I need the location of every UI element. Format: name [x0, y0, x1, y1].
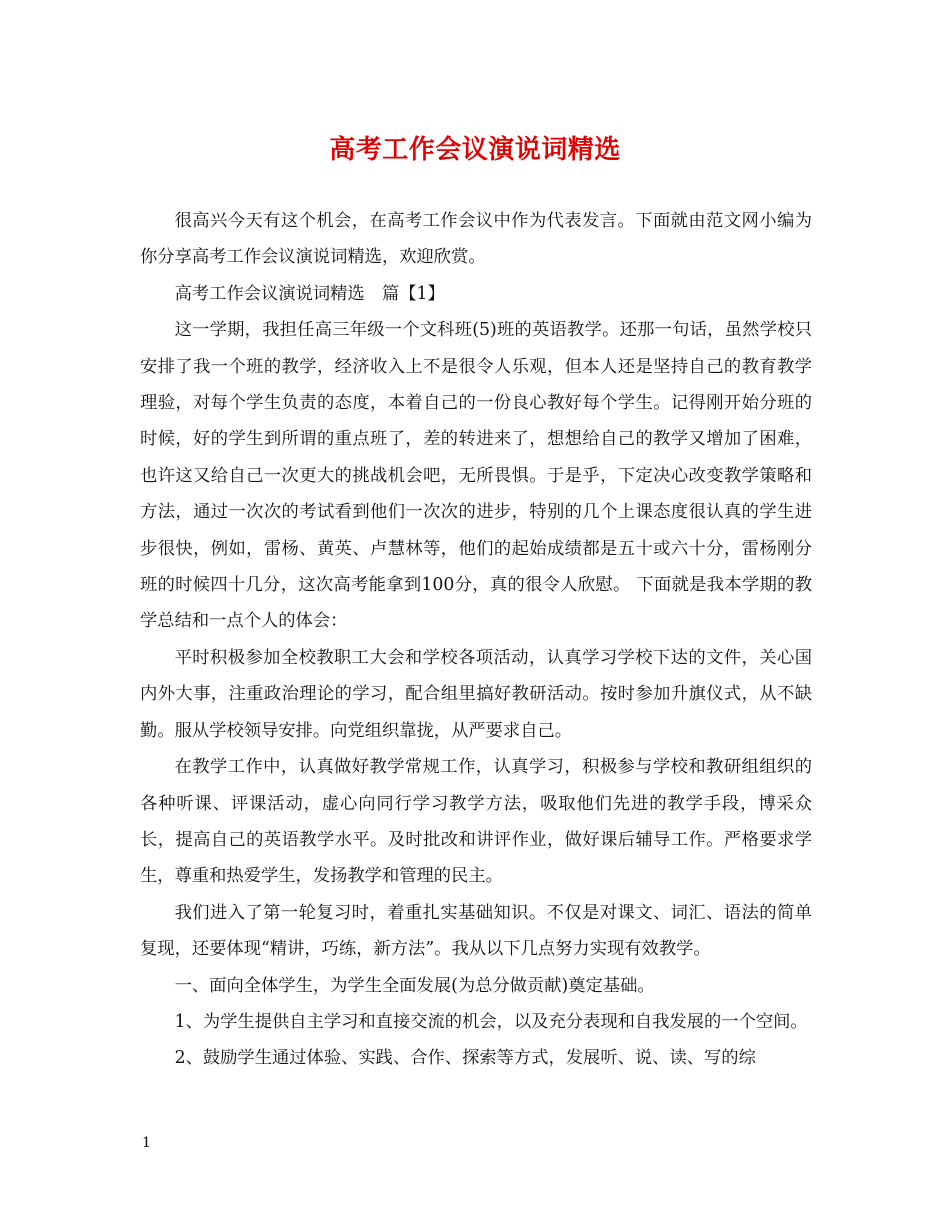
- paragraph: 平时积极参加全校教职工大会和学校各项活动，认真学习学校下达的文件，关心国内外大事，注重政治理论的学习，配合组里搞好教研活动。按时参加升旗仪式，从不缺勤。服从学校领导安排。向党组织靠拢，从严要求自己。: [140, 647, 812, 741]
- list-item: 1、为学生提供自主学习和直接交流的机会，以及充分表现和自我发展的一个空间。: [174, 1011, 808, 1032]
- page-number: 1: [142, 1135, 151, 1151]
- paragraph: 这一学期，我担任高三年级一个文科班(5)班的英语教学。还那一句话，虽然学校只安排了我一个班的教学，经济收入上不是很令人乐观，但本人还是坚持自己的教育教学理验，对每个学生负责的态度，本着自己的一份良心教好每个学生。记得刚开始分班的时候，好的学生到所谓的重点班了，差的转进来了，想想给自己的教学又增加了困难，也许这又给自己一次更大的挑战机会吧，无所畏惧。于是乎，下定决心改变教学策略和方法，通过一次次的考试看到他们一次次的进步，特别的几个上课态度很认真的学生进步很快，例如，雷杨、黄英、卢慧林等，他们的起始成绩都是五十或六十分，雷杨刚分班的时候四十几分，这次高考能拿到100分，真的很令人欣慰。 下面就是我本学期的教学总结和一点个人的体会：: [140, 320, 812, 632]
- document-title: 高考工作会议演说词精选: [329, 135, 621, 165]
- paragraph-intro: 很高兴今天有这个机会，在高考工作会议中作为代表发言。下面就由范文网小编为你分享高考工作会议演说词精选，欢迎欣赏。: [140, 211, 812, 268]
- document-body: [140, 203, 812, 1077]
- section-heading: 高考工作会议演说词精选 篇【1】: [174, 283, 445, 304]
- paragraph: 在教学工作中，认真做好教学常规工作，认真学习，积极参与学校和教研组组织的各种听课、评课活动，虚心向同行学习教学方法，吸取他们先进的教学手段，博采众长，提高自己的英语教学水平。及时批改和讲评作业，做好课后辅导工作。严格要求学生，尊重和热爱学生，发扬教学和管理的民主。: [140, 757, 812, 887]
- list-item: 2、鼓励学生通过体验、实践、合作、探索等方式，发展听、说、读、写的综: [174, 1048, 756, 1069]
- paragraph: 我们进入了第一轮复习时，着重扎实基础知识。不仅是对课文、词汇、语法的简单复现，还要体现“精讲，巧练，新方法”。我从以下几点努力实现有效教学。: [140, 902, 812, 960]
- list-heading: 一、面向全体学生，为学生全面发展(为总分做贡献)奠定基础。: [174, 975, 655, 996]
